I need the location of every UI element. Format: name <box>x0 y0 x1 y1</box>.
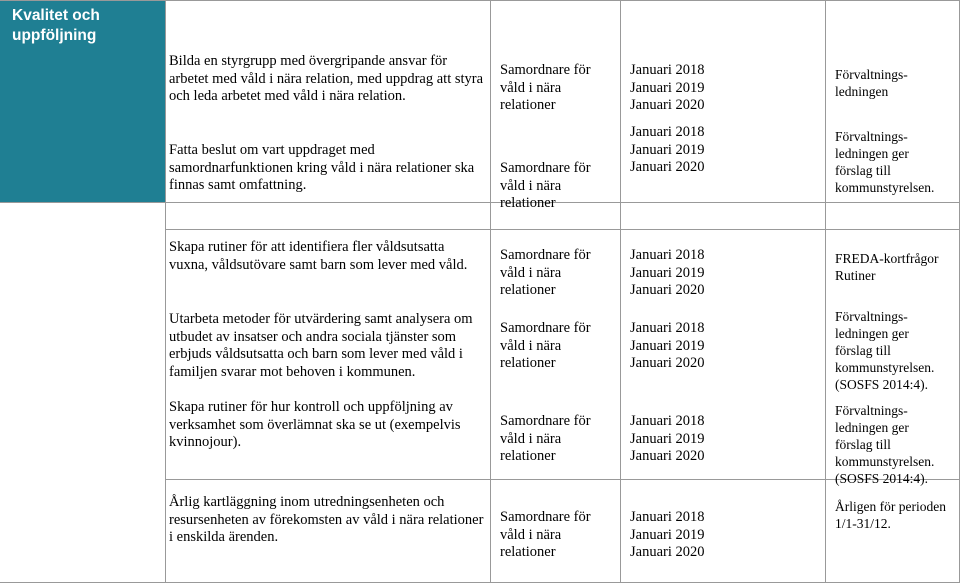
activity-cell: Fatta beslut om vart uppdraget med samordnarfunktionen kring våld i nära relationer ska finnas samt omfattning. <box>169 142 475 193</box>
column-divider <box>825 0 826 583</box>
activity-cell: Skapa rutiner för att identifiera fler våldsutsatta vuxna, våldsutövare samt barn som lever med våld. <box>169 239 468 273</box>
schedule-cell: Januari 2018 Januari 2019 Januari 2020 <box>630 247 705 298</box>
responsible-cell: Samordnare för våld i nära relationer <box>500 62 591 113</box>
schedule-cell: Januari 2018 Januari 2019 Januari 2020 <box>630 62 705 113</box>
schedule-cell: Januari 2018 Januari 2019 Januari 2020 <box>630 320 705 371</box>
column-divider <box>490 0 491 583</box>
section-title: Kvalitet och uppföljning <box>12 7 100 44</box>
note-cell: FREDA-kortfrågor Rutiner <box>835 251 939 283</box>
activity-cell: Årlig kartläggning inom utredningsenheten och resursenheten av förekomsten av våld i nära relationer i enskilda ärenden. <box>169 494 484 545</box>
note-cell: Förvaltnings- ledningen ger förslag till kommunstyrelsen. (SOSFS 2014:4). <box>835 309 935 392</box>
schedule-cell: Januari 2018 Januari 2019 Januari 2020 <box>630 413 705 464</box>
activity-cell: Bilda en styrgrupp med övergripande ansvar för arbetet med våld i nära relation, med uppdrag att styra och leda arbetet med våld i nära relation. <box>169 53 484 104</box>
row-divider <box>0 202 960 203</box>
responsible-cell: Samordnare för våld i nära relationer <box>500 509 591 560</box>
schedule-cell: Januari 2018 Januari 2019 Januari 2020 <box>630 509 705 560</box>
responsible-cell: Samordnare för våld i nära relationer <box>500 160 591 211</box>
responsible-cell: Samordnare för våld i nära relationer <box>500 320 591 371</box>
responsible-cell: Samordnare för våld i nära relationer <box>500 247 591 298</box>
note-cell: Årligen för perioden 1/1-31/12. <box>835 499 946 531</box>
schedule-cell: Januari 2018 Januari 2019 Januari 2020 <box>630 124 705 175</box>
responsible-cell: Samordnare för våld i nära relationer <box>500 413 591 464</box>
activity-cell: Skapa rutiner för hur kontroll och uppföljning av verksamhet som överlämnat ska se ut (exempelvis kvinnojour). <box>169 399 461 450</box>
row-divider <box>165 229 960 230</box>
column-divider <box>165 0 166 583</box>
column-divider <box>620 0 621 583</box>
note-cell: Förvaltnings- ledningen <box>835 67 908 99</box>
section-header <box>0 0 166 202</box>
activity-cell: Utarbeta metoder för utvärdering samt analysera om utbudet av insatser och andra sociala tjänster som erbjuds våldsutsatta och barn som lever med våld i familjen svarar mot behoven i kommunen. <box>169 311 473 380</box>
table-border-top <box>0 0 960 1</box>
note-cell: Förvaltnings- ledningen ger förslag till kommunstyrelsen. <box>835 129 935 195</box>
note-cell: Förvaltnings- ledningen ger förslag till kommunstyrelsen. (SOSFS 2014:4). <box>835 403 935 486</box>
